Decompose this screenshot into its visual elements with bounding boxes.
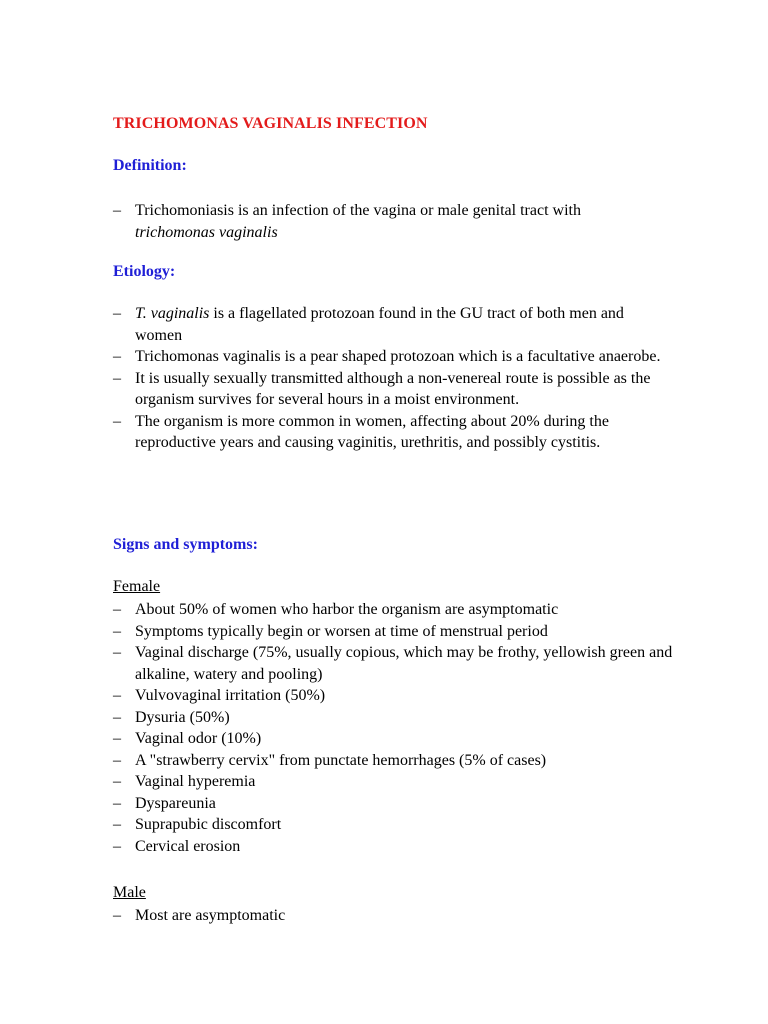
list-item (113, 771, 673, 793)
bullet-dash: – (113, 837, 121, 855)
male-subheading: Male (113, 884, 146, 901)
item-italic-text: T. vaginalis (135, 305, 210, 322)
item-text: Vaginal hyperemia (135, 773, 256, 790)
list-item (113, 368, 673, 411)
item-text: Trichomoniasis is an infection of the vagina or male genital tract with (135, 202, 581, 219)
bullet-dash: – (113, 751, 121, 769)
list-item (113, 793, 673, 815)
item-text: Cervical erosion (135, 837, 241, 855)
item-text: Vulvovaginal irritation (50%) (135, 687, 326, 704)
item-text: The organism is more common in women, affecting about 20% during the reproductive years and causing vaginitis, urethritis, and possibly cystitis. (135, 412, 609, 451)
list-item (113, 346, 673, 368)
bullet-dash: – (113, 708, 121, 726)
list-item (113, 905, 673, 927)
bullet-dash: – (113, 730, 121, 747)
female-symptom-list (113, 599, 673, 857)
male-symptom-list (113, 905, 673, 927)
item-text: Vaginal discharge (75%, usually copious, which may be frothy, yellowish green and alkaline, watery and pooling) (135, 644, 673, 683)
female-subheading: Female (113, 578, 161, 595)
bullet-dash: – (113, 369, 121, 387)
list-item (113, 836, 673, 858)
signs-heading: Signs and symptoms: (113, 536, 258, 553)
bullet-dash: – (113, 601, 121, 618)
bullet-dash: – (113, 348, 121, 365)
list-item (113, 814, 673, 836)
item-text: Trichomonas vaginalis is a pear shaped protozoan which is a facultative anaerobe. (135, 348, 661, 365)
list-item (113, 685, 673, 707)
item-italic-text: trichomonas vaginalis (135, 223, 278, 241)
item-text: is a flagellated protozoan found in the GU tract of both men and women (135, 305, 624, 344)
list-item (113, 642, 673, 685)
list-item (113, 200, 673, 243)
item-text: Suprapubic discomfort (135, 816, 282, 833)
list-item (113, 728, 673, 750)
item-text: Vaginal odor (10%) (135, 730, 262, 747)
bullet-dash: – (113, 622, 121, 640)
bullet-dash: – (113, 794, 121, 812)
list-item (113, 750, 673, 772)
document-title: TRICHOMONAS VAGINALIS INFECTION (113, 115, 428, 132)
bullet-dash: – (113, 907, 121, 924)
bullet-dash: – (113, 773, 121, 790)
bullet-dash: – (113, 305, 121, 322)
etiology-list (113, 303, 673, 454)
bullet-dash: – (113, 644, 121, 661)
list-item (113, 411, 673, 454)
item-text: About 50% of women who harbor the organism are asymptomatic (135, 601, 559, 618)
bullet-dash: – (113, 202, 121, 219)
item-text: A "strawberry cervix" from punctate hemorrhages (5% of cases) (135, 751, 547, 769)
item-text: It is usually sexually transmitted although a non-venereal route is possible as the organism survives for several hours in a moist environment. (135, 369, 651, 408)
list-item (113, 707, 673, 729)
item-text: Most are asymptomatic (135, 907, 286, 924)
definition-heading: Definition: (113, 157, 187, 174)
item-text: Dyspareunia (135, 794, 216, 812)
bullet-dash: – (113, 687, 121, 704)
bullet-dash: – (113, 816, 121, 833)
bullet-dash: – (113, 412, 121, 430)
item-text: Dysuria (50%) (135, 708, 230, 726)
item-text: Symptoms typically begin or worsen at time of menstrual period (135, 622, 548, 640)
etiology-heading: Etiology: (113, 263, 176, 280)
list-item (113, 303, 673, 346)
list-item (113, 621, 673, 643)
list-item (113, 599, 673, 621)
definition-list (113, 200, 673, 243)
